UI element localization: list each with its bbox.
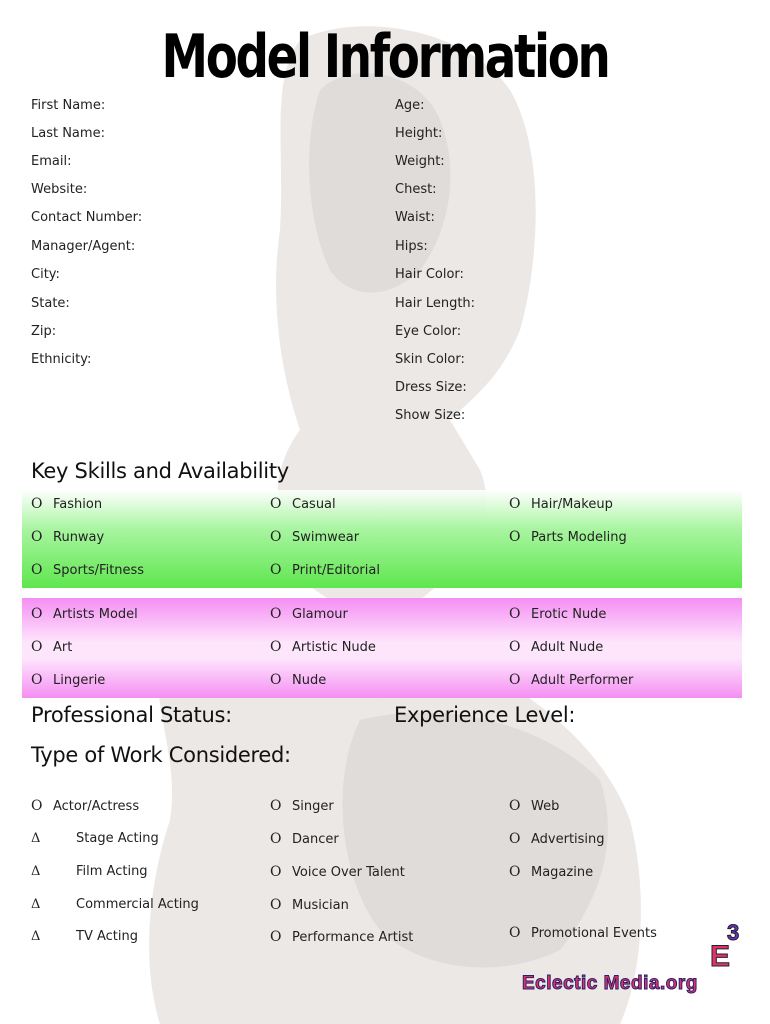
key-skills-heading: Key Skills and Availability [31, 459, 289, 483]
circle-marker-icon: O [509, 672, 521, 688]
delta-marker-icon: Δ [31, 831, 41, 846]
chest-label: Chest: [395, 182, 437, 197]
state-label: State: [31, 296, 70, 311]
circle-marker-icon: O [270, 897, 282, 913]
experience-level-heading: Experience Level: [394, 703, 576, 727]
option-dancer[interactable]: O Dancer [270, 831, 339, 847]
height-label: Height: [395, 126, 443, 141]
delta-marker-icon: Δ [31, 897, 41, 912]
circle-marker-icon: O [31, 798, 43, 814]
option-singer[interactable]: O Singer [270, 798, 334, 814]
option-artists-model[interactable]: O Artists Model [31, 606, 138, 622]
option-art[interactable]: O Art [31, 639, 73, 655]
delta-marker-icon: Δ [31, 864, 41, 879]
hips-label: Hips: [395, 239, 428, 254]
circle-marker-icon: O [270, 529, 282, 545]
circle-marker-icon: O [270, 672, 282, 688]
circle-marker-icon: O [31, 606, 43, 622]
option-promotional-events[interactable]: O Promotional Events [509, 925, 657, 941]
waist-label: Waist: [395, 210, 435, 225]
zip-label: Zip: [31, 324, 57, 339]
last-name-label: Last Name: [31, 126, 105, 141]
circle-marker-icon: O [509, 639, 521, 655]
option-print-editorial[interactable]: O Print/Editorial [270, 562, 380, 578]
option-musician[interactable]: O Musician [270, 897, 349, 913]
dress-size-label: Dress Size: [395, 380, 467, 395]
circle-marker-icon: O [509, 798, 521, 814]
website-label: Website: [31, 182, 88, 197]
option-casual[interactable]: O Casual [270, 496, 336, 512]
circle-marker-icon: O [270, 496, 282, 512]
manager-agent-label: Manager/Agent: [31, 239, 136, 254]
contact-number-label: Contact Number: [31, 210, 143, 225]
option-sports-fitness[interactable]: O Sports/Fitness [31, 562, 145, 578]
option-performance-artist[interactable]: O Performance Artist [270, 929, 414, 945]
circle-marker-icon: O [31, 562, 43, 578]
option-nude[interactable]: O Nude [270, 672, 327, 688]
city-label: City: [31, 267, 60, 282]
ethnicity-label: Ethnicity: [31, 352, 92, 367]
circle-marker-icon: O [270, 864, 282, 880]
option-artistic-nude[interactable]: O Artistic Nude [270, 639, 376, 655]
age-label: Age: [395, 98, 425, 113]
circle-marker-icon: O [509, 831, 521, 847]
option-stage-acting[interactable]: Δ Stage Acting [31, 831, 159, 846]
logo-letter: E [710, 940, 731, 973]
logo-superscript: 3 [727, 920, 740, 945]
circle-marker-icon: O [31, 639, 43, 655]
circle-marker-icon: O [270, 798, 282, 814]
circle-marker-icon: O [270, 562, 282, 578]
option-tv-acting[interactable]: Δ TV Acting [31, 929, 138, 944]
circle-marker-icon: O [509, 496, 521, 512]
eye-color-label: Eye Color: [395, 324, 462, 339]
circle-marker-icon: O [270, 639, 282, 655]
hair-length-label: Hair Length: [395, 296, 476, 311]
option-parts-modeling[interactable]: O Parts Modeling [509, 529, 627, 545]
option-adult-nude[interactable]: O Adult Nude [509, 639, 604, 655]
option-swimwear[interactable]: O Swimwear [270, 529, 360, 545]
skin-color-label: Skin Color: [395, 352, 465, 367]
option-advertising[interactable]: O Advertising [509, 831, 605, 847]
type-of-work-heading: Type of Work Considered: [31, 743, 291, 767]
option-actor-actress[interactable]: O Actor/Actress [31, 798, 140, 814]
professional-status-heading: Professional Status: [31, 703, 232, 727]
show-size-label: Show Size: [395, 408, 466, 423]
option-magazine[interactable]: O Magazine [509, 864, 594, 880]
circle-marker-icon: O [270, 606, 282, 622]
circle-marker-icon: O [31, 496, 43, 512]
option-film-acting[interactable]: Δ Film Acting [31, 864, 148, 879]
circle-marker-icon: O [270, 831, 282, 847]
circle-marker-icon: O [509, 529, 521, 545]
circle-marker-icon: O [509, 925, 521, 941]
circle-marker-icon: O [509, 606, 521, 622]
weight-label: Weight: [395, 154, 445, 169]
circle-marker-icon: O [509, 864, 521, 880]
option-fashion[interactable]: O Fashion [31, 496, 103, 512]
circle-marker-icon: O [31, 529, 43, 545]
page-title: Model Information [161, 22, 609, 92]
option-lingerie[interactable]: O Lingerie [31, 672, 106, 688]
option-voice-over-talent[interactable]: O Voice Over Talent [270, 864, 405, 880]
option-web[interactable]: O Web [509, 798, 560, 814]
email-label: Email: [31, 154, 72, 169]
circle-marker-icon: O [270, 929, 282, 945]
option-adult-performer[interactable]: O Adult Performer [509, 672, 634, 688]
option-glamour[interactable]: O Glamour [270, 606, 348, 622]
option-runway[interactable]: O Runway [31, 529, 105, 545]
option-hair-makeup[interactable]: O Hair/Makeup [509, 496, 613, 512]
hair-color-label: Hair Color: [395, 267, 464, 282]
circle-marker-icon: O [31, 672, 43, 688]
logo-text: Eclectic Media.org [522, 973, 698, 994]
option-erotic-nude[interactable]: O Erotic Nude [509, 606, 607, 622]
delta-marker-icon: Δ [31, 929, 41, 944]
first-name-label: First Name: [31, 98, 106, 113]
option-commercial-acting[interactable]: Δ Commercial Acting [31, 897, 199, 912]
